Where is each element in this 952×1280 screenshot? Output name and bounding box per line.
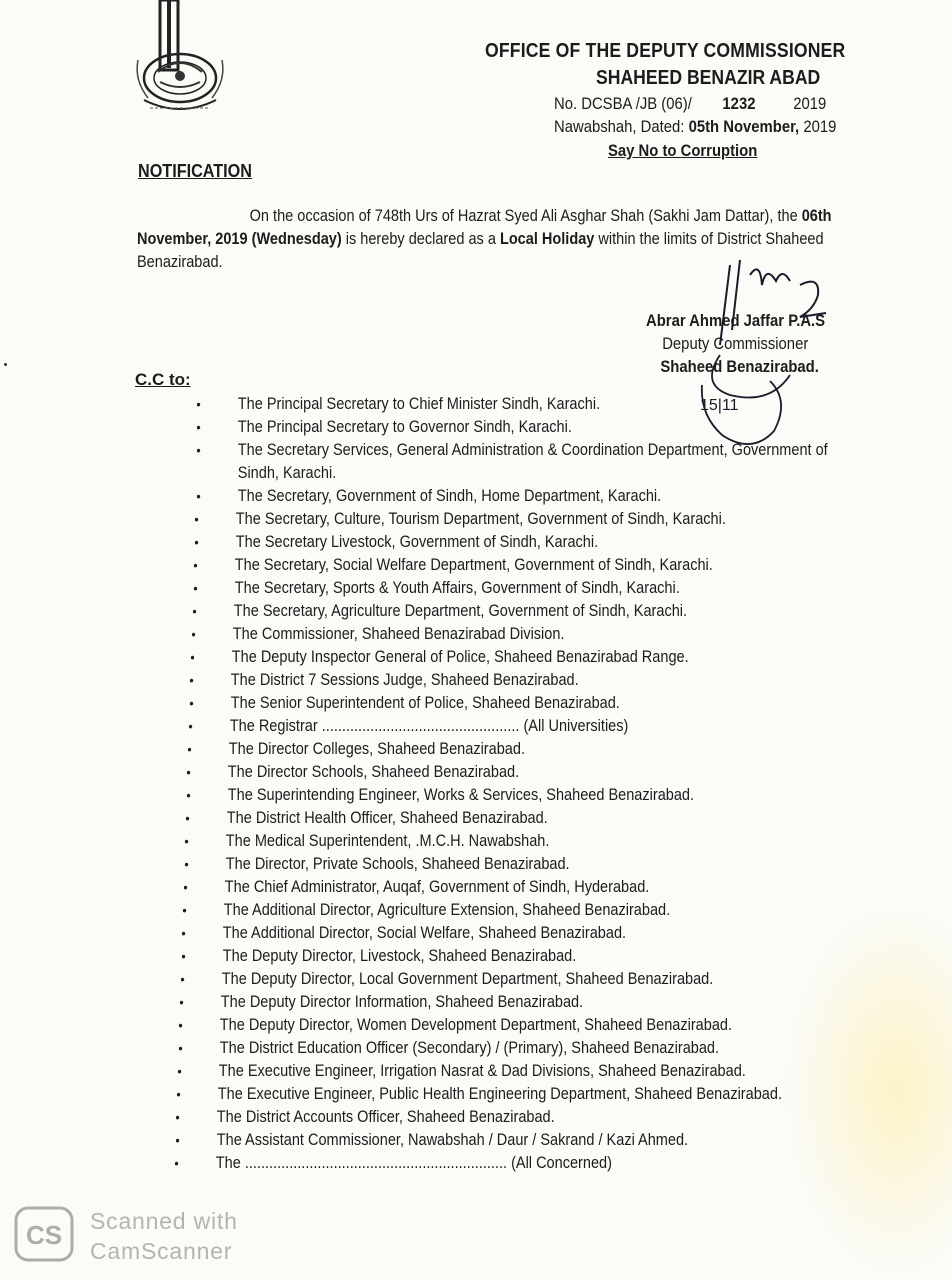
cc-list-item <box>167 577 871 600</box>
cc-recipient: The ................................................................. (All Concerned) <box>215 1154 612 1172</box>
reference-prefix: No. DCSBA /JB (06)/ <box>554 95 692 113</box>
cc-list-item <box>164 646 871 669</box>
bullet-icon: • <box>179 994 184 1010</box>
bullet-icon: • <box>189 695 194 711</box>
cc-recipient: The Chief Administrator, Auqaf, Government of Sindh, Hyderabad. <box>224 878 650 896</box>
bullet-icon: • <box>196 442 201 458</box>
notification-heading: NOTIFICATION <box>138 161 252 181</box>
cc-list-item <box>153 991 869 1014</box>
cc-recipient: The Deputy Director, Women Development Department, Shaheed Benazirabad. <box>219 1016 733 1034</box>
cc-recipient: The Principal Secretary to Chief Minister Sindh, Karachi. <box>237 395 601 413</box>
svg-text:15|11: 15|11 <box>700 397 739 414</box>
cc-recipient: The Secretary, Social Welfare Department, Government of Sindh, Karachi. <box>234 556 713 574</box>
cc-list-item <box>148 1152 869 1175</box>
cc-list-item <box>156 899 870 922</box>
cc-list-item <box>159 807 870 830</box>
cc-recipient: The District 7 Sessions Judge, Shaheed Benazirabad. <box>230 671 579 689</box>
bullet-icon: • <box>189 672 194 688</box>
bullet-icon: • <box>182 902 187 918</box>
cc-recipient: The Secretary, Government of Sindh, Home Department, Karachi. <box>237 487 662 505</box>
cc-recipient: The Secretary, Agriculture Department, Government of Sindh, Karachi. <box>233 602 688 620</box>
notification-text-1: On the occasion of 748th Urs of Hazrat Syed Ali Asghar Shah (Sakhi Jam Dattar), the <box>249 207 798 225</box>
cc-recipient: The Deputy Inspector General of Police, Shaheed Benazirabad Range. <box>231 648 689 666</box>
bullet-icon: • <box>194 511 199 527</box>
notification-text-3: within the limits of District Shaheed Benazirabad. <box>137 230 824 271</box>
notification-holiday: Local Holiday <box>499 230 595 248</box>
bullet-icon: • <box>193 557 198 573</box>
bullet-icon: • <box>178 1040 183 1056</box>
cc-recipient: The District Accounts Officer, Shaheed Benazirabad. <box>216 1108 555 1126</box>
bullet-icon: • <box>178 1017 183 1033</box>
district-title: SHAHEED BENAZIR ABAD <box>596 67 821 89</box>
cc-recipient: The Secretary Services, General Administration & Coordination Department, Government of Sindh, Karachi. <box>237 441 828 482</box>
government-seal-logo <box>130 0 250 125</box>
cc-list-item <box>158 853 870 876</box>
cc-list-item <box>154 968 869 991</box>
cc-list-item <box>149 1129 869 1152</box>
notification-text-2: is hereby declared as a <box>345 230 496 248</box>
bullet-icon: • <box>193 580 198 596</box>
cc-recipient: The Secretary, Sports & Youth Affairs, Government of Sindh, Karachi. <box>234 579 680 597</box>
bullet-icon: • <box>185 810 190 826</box>
cc-list-item <box>170 439 871 485</box>
signatory-designation: Deputy Commissioner <box>662 335 809 353</box>
cc-list-item <box>163 669 871 692</box>
cc-list-item <box>168 531 871 554</box>
reference-number-line <box>554 95 826 114</box>
bullet-icon: • <box>183 879 188 895</box>
signatory-name: Abrar Ahmed Jaffar P.A.S <box>646 312 826 330</box>
bullet-icon: • <box>181 925 186 941</box>
cc-recipient: The Secretary, Culture, Tourism Department, Government of Sindh, Karachi. <box>235 510 726 528</box>
bullet-icon: • <box>196 419 201 435</box>
signatory-location: Shaheed Benazirabad. <box>660 358 819 376</box>
scan-speck <box>4 363 7 366</box>
cc-recipient: The Secretary Livestock, Government of Sindh, Karachi. <box>235 533 599 551</box>
bullet-icon: • <box>196 488 201 504</box>
cc-list-item <box>157 876 870 899</box>
cc-recipient: The District Health Officer, Shaheed Benazirabad. <box>226 809 548 827</box>
watermark-line-1: Scanned with <box>90 1208 238 1234</box>
cc-list-item <box>170 485 871 508</box>
bullet-icon: • <box>175 1109 180 1125</box>
cc-list-item <box>170 393 871 416</box>
cc-list-item <box>170 416 871 439</box>
cc-list-item <box>168 508 871 531</box>
cc-list-item <box>163 692 871 715</box>
cc-list-item <box>158 830 870 853</box>
cc-list-item <box>160 761 870 784</box>
cc-list-item <box>152 1037 869 1060</box>
reference-year: 2019 <box>793 95 827 113</box>
cc-list-item <box>160 784 870 807</box>
reference-number: 1232 <box>722 95 756 113</box>
cc-list <box>170 393 952 1175</box>
cc-recipient: The Deputy Director, Local Government Department, Shaheed Benazirabad. <box>221 970 714 988</box>
cc-recipient: The Senior Superintendent of Police, Shaheed Benazirabad. <box>230 694 620 712</box>
cc-recipient: The Director, Private Schools, Shaheed Benazirabad. <box>225 855 570 873</box>
cc-list-item <box>155 922 870 945</box>
cc-recipient: The Principal Secretary to Governor Sindh, Karachi. <box>237 418 572 436</box>
cc-recipient: The Superintending Engineer, Works & Services, Shaheed Benazirabad. <box>227 786 695 804</box>
cc-recipient: The District Education Officer (Secondary) / (Primary), Shaheed Benazirabad. <box>219 1039 720 1057</box>
cc-list-item <box>152 1014 869 1037</box>
bullet-icon: • <box>184 856 189 872</box>
cc-recipient: The Commissioner, Shaheed Benazirabad Division. <box>232 625 565 643</box>
cc-recipient: The Executive Engineer, Irrigation Nasrat & Dad Divisions, Shaheed Benazirabad. <box>218 1062 746 1080</box>
bullet-icon: • <box>181 948 186 964</box>
cc-list-item <box>161 738 870 761</box>
camscanner-watermark <box>90 1206 238 1266</box>
cc-list-item <box>151 1060 869 1083</box>
date-line <box>554 118 836 137</box>
bullet-icon: • <box>174 1155 179 1171</box>
cc-recipient: The Additional Director, Social Welfare, Shaheed Benazirabad. <box>222 924 627 942</box>
watermark-line-2: CamScanner <box>90 1238 233 1264</box>
cc-list-item <box>166 600 871 623</box>
cc-list-item <box>167 554 871 577</box>
cc-list-item <box>165 623 871 646</box>
bullet-icon: • <box>184 833 189 849</box>
date-year: 2019 <box>803 118 837 136</box>
bullet-icon: • <box>180 971 185 987</box>
notification-date: 06th November, 2019 (Wednesday) <box>137 207 832 248</box>
cc-recipient: The Additional Director, Agriculture Extension, Shaheed Benazirabad. <box>223 901 671 919</box>
cc-list-item <box>162 715 870 738</box>
office-title: OFFICE OF THE DEPUTY COMMISSIONER <box>485 40 846 62</box>
date-prefix: Nawabshah, Dated: <box>554 118 685 136</box>
bullet-icon: • <box>190 649 195 665</box>
bullet-icon: • <box>192 603 197 619</box>
camscanner-logo <box>14 1206 74 1262</box>
slogan: Say No to Corruption <box>608 142 758 160</box>
cc-recipient: The Director Schools, Shaheed Benazirabad. <box>227 763 520 781</box>
bullet-icon: • <box>177 1063 182 1079</box>
cc-list-item <box>149 1106 869 1129</box>
cc-recipient: The Medical Superintendent, .M.C.H. Nawabshah. <box>225 832 550 850</box>
bullet-icon: • <box>196 396 201 412</box>
bullet-icon: • <box>194 534 199 550</box>
bullet-icon: • <box>191 626 196 642</box>
cc-recipient: The Deputy Director, Livestock, Shaheed Benazirabad. <box>222 947 577 965</box>
cc-heading: C.C to: <box>135 370 191 389</box>
bullet-icon: • <box>186 764 191 780</box>
bullet-icon: • <box>188 718 193 734</box>
bullet-icon: • <box>186 787 191 803</box>
cc-recipient: The Executive Engineer, Public Health Engineering Department, Shaheed Benazirabad. <box>217 1085 782 1103</box>
bullet-icon: • <box>187 741 192 757</box>
cc-list-item <box>150 1083 869 1106</box>
cc-recipient: The Deputy Director Information, Shaheed Benazirabad. <box>220 993 584 1011</box>
cc-recipient: The Registrar ................................................. (All Universities) <box>229 717 629 735</box>
cc-recipient: The Assistant Commissioner, Nawabshah / Daur / Sakrand / Kazi Ahmed. <box>216 1131 689 1149</box>
cc-list-item <box>155 945 870 968</box>
bullet-icon: • <box>175 1132 180 1148</box>
date-day: 05th November, <box>688 118 800 136</box>
camscanner-badge-text: CS <box>25 1220 63 1250</box>
cc-recipient: The Director Colleges, Shaheed Benazirabad. <box>228 740 525 758</box>
bullet-icon: • <box>176 1086 181 1102</box>
